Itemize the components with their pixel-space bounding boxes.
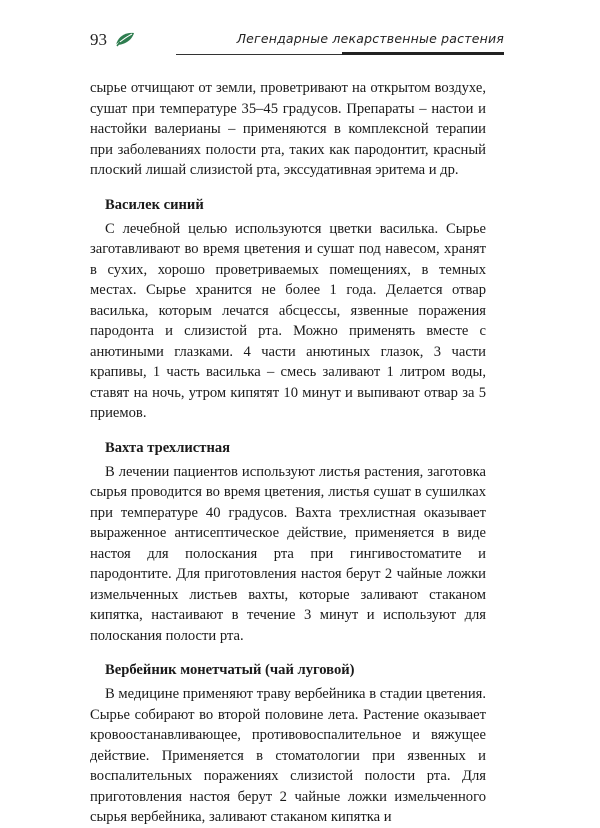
section-text-vasilek: С лечебной целью используются цветки василька. Сырье заготавливают во время цветения и сушат под навесом, хранят в сухих, хорошо проветриваемых помещениях, в темных местах. Сырье хранится не более 1 года. Делается отвар василька, которым лечатся абсцессы, язвенные поражения пародонта и слизистой рта. Можно применять вместе с анютиными глазками. 4 части анютиных глазок, 3 части крапивы, 1 часть василька – смесь заливают 1 литром воды, ставят на ночь, утром кипятят 10 минут и выпивают отвар за 5 приемов. (90, 220, 486, 421)
page-number: 93 (90, 30, 107, 49)
leaf-icon (114, 30, 136, 48)
intro-paragraph: сырье отчищают от земли, проветривают на открытом воздухе, сушат при температуре 35–45 градусов. Препараты – настои и настойки валерианы – применяются в комплексной терапии при заболеваниях полости рта, таких как пародонтит, красный плоский лишай слизистой рта, экссудативная эритема и др. (90, 80, 486, 178)
page-body (90, 78, 486, 828)
section-text-vakhta: В лечении пациентов используют листья растения, заготовка сырья проводится во время цветения, листья сушат в сушилках при температуре 40 градусов. Вахта трехлистная оказывает выраженное антисептическое действие, применяется в виде настоя для полоскания рта при гингивостоматите и пародонтите. Для приготовления настоя берут 2 чайные ложки измельченных листьев вахты, которые заливают стаканом кипятка, настаивают в течение 3 минут и используют для полоскания полости рта. (90, 463, 486, 644)
page-header (78, 30, 504, 56)
section-heading-vakhta: Вахта трехлистная (105, 439, 231, 456)
section-heading-verbeynik: Вербейник монетчатый (чай луговой) (105, 662, 355, 678)
running-title: Легендарные лекарственные растения (236, 31, 504, 46)
section-text-verbeynik: В медицине применяют траву вербейника в стадии цветения. Сырье собирают во второй половине лета. Растение оказывает кровоостанавливающее, противовоспалительное и вяжущее действие. Применяется в стоматологии при язвенных и воспалительных поражениях слизистой полости рта. Для приготовления настоя берут 2 чайные ложки измельченного сырья вербейника, заливают стаканом кипятка и (90, 686, 486, 825)
header-rule-accent (342, 52, 504, 55)
section-heading-vasilek: Василек синий (105, 196, 204, 213)
